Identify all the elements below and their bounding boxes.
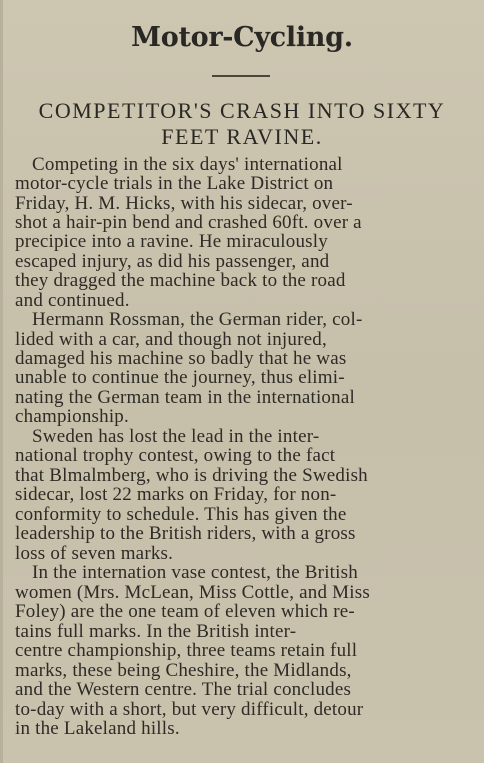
body-line: leadership to the British riders, with a gross <box>15 523 356 544</box>
body-line: championship. <box>15 406 129 427</box>
body-line: they dragged the machine back to the road <box>15 270 346 291</box>
body-line: escaped injury, as did his passenger, and <box>15 251 330 272</box>
body-line: Sweden has lost the lead in the inter- <box>32 426 320 447</box>
body-line: shot a hair-pin bend and crashed 60ft. over a <box>15 212 362 233</box>
body-line: centre championship, three teams retain full <box>15 640 358 661</box>
body-line: Competing in the six days' international <box>32 154 343 175</box>
body-line: conformity to schedule. This has given the <box>15 504 347 525</box>
body-line: marks, these being Cheshire, the Midlands, <box>15 660 352 681</box>
body-line: lided with a car, and though not injured, <box>15 329 327 350</box>
body-line: Friday, H. M. Hicks, with his sidecar, over- <box>15 193 353 214</box>
section-title: Motor-Cycling. <box>131 22 353 53</box>
body-line: nating the German team in the international <box>15 387 355 408</box>
body-line: tains full marks. In the British inter- <box>15 621 297 642</box>
body-line: motor-cycle trials in the Lake District on <box>15 173 334 194</box>
body-line: Hermann Rossman, the German rider, col- <box>32 309 363 330</box>
body-line: that Blmalmberg, who is driving the Swedish <box>15 465 368 486</box>
body-line: in the Lakeland hills. <box>15 718 180 739</box>
body-line: and continued. <box>15 290 130 311</box>
body-line: precipice into a ravine. He miraculously <box>15 231 328 252</box>
headline-line-1: COMPETITOR'S CRASH INTO SIXTY <box>38 98 446 123</box>
column-edge <box>0 0 3 763</box>
body-line: women (Mrs. McLean, Miss Cottle, and Miss <box>15 582 370 603</box>
body-line: national trophy contest, owing to the fact <box>15 445 336 466</box>
body-line: damaged his machine so badly that he was <box>15 348 347 369</box>
headline-line-2: FEET RAVINE. <box>161 124 323 149</box>
body-line: Foley) are the one team of eleven which re- <box>15 601 355 622</box>
body-line: In the internation vase contest, the British <box>32 562 358 583</box>
body-line: unable to continue the journey, thus elimi- <box>15 367 345 388</box>
title-divider <box>212 75 270 77</box>
body-line: to-day with a short, but very difficult, detour <box>15 699 364 720</box>
body-line: sidecar, lost 22 marks on Friday, for non- <box>15 484 337 505</box>
body-line: loss of seven marks. <box>15 543 174 564</box>
body-line: and the Western centre. The trial concludes <box>15 679 352 700</box>
